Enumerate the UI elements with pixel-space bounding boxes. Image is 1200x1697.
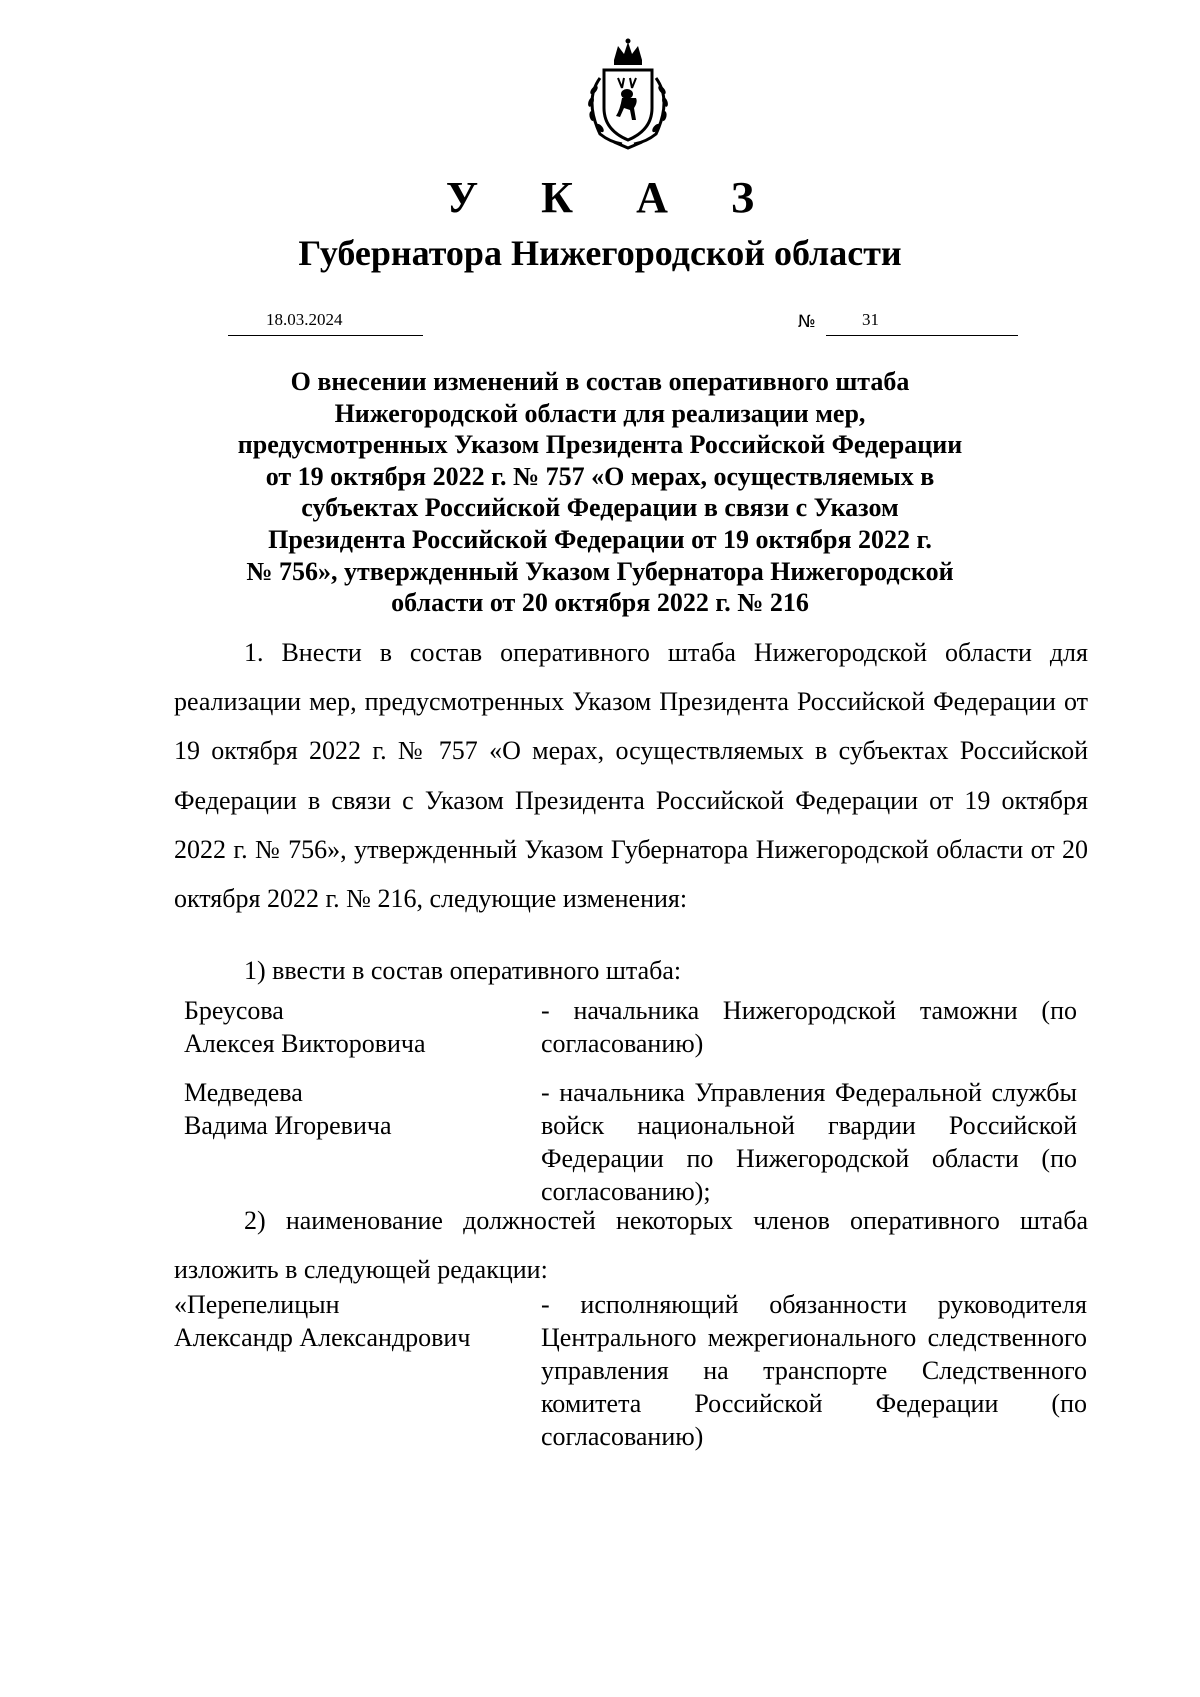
heading-line: № 756», утвержденный Указом Губернатора Нижегородской [246, 556, 954, 586]
member-position: - начальника Управления Федеральной службы войск национальной гвардии Российской Федерации по Нижегородской области (по согласованию); [541, 1078, 1077, 1206]
heading-line: от 19 октября 2022 г. № 757 «О мерах, осуществляемых в [265, 461, 935, 491]
number-underline [826, 310, 1018, 336]
member-name: «Перепелицын Александр Александрович [174, 1290, 471, 1352]
document-title: У К А З [445, 173, 781, 222]
heading-line: Нижегородской области для реализации мер, [334, 398, 866, 428]
heading-line: субъектах Российской Федерации в связи с Указом [301, 493, 899, 523]
member-name: Медведева Вадима Игоревича [184, 1078, 392, 1140]
heading-line: Президента Российской Федерации от 19 октября 2022 г. [268, 524, 932, 554]
document-subtitle: Губернатора Нижегородской области [298, 233, 902, 273]
member-position: - исполняющий обязанности руководителя Центрального межрегионального следственного управления на транспорте Следственного комитета Российской Федерации (по согласованию) [541, 1290, 1087, 1451]
document-heading [200, 366, 1000, 619]
document-date: 18.03.2024 [266, 310, 343, 329]
heading-line: О внесении изменений в состав оперативного штаба [290, 367, 910, 396]
coat-of-arms-emblem [570, 38, 686, 150]
heading-line: области от 20 октября 2022 г. № 216 [391, 588, 809, 618]
member-position: - начальника Нижегородской таможни (по согласованию) [541, 996, 1077, 1058]
paragraph-1: 1. Внести в состав оперативного штаба Нижегородской области для реализации мер, предусмотренных Указом Президента Российской Федерации от 19 октября 2022 г. № 757 «О мерах, осуществляемых в субъектах Российской Федерации в связи с Указом Президента Российской Федерации от 19 октября 2022 г. № 756», утвержденный Указом Губернатора Нижегородской области от 20 октября 2022 г. № 216, следующие изменения: [174, 638, 1088, 914]
item-2: 2) наименование должностей некоторых членов оперативного штаба изложить в следующей редакции: [174, 1206, 1088, 1285]
member-name: Бреусова Алексея Викторовича [184, 996, 426, 1058]
item-1: 1) ввести в состав оперативного штаба: [244, 956, 682, 985]
document-number: 31 [862, 310, 879, 329]
number-sign: № [798, 312, 816, 332]
heading-line: предусмотренных Указом Президента Российской Федерации [237, 430, 963, 460]
